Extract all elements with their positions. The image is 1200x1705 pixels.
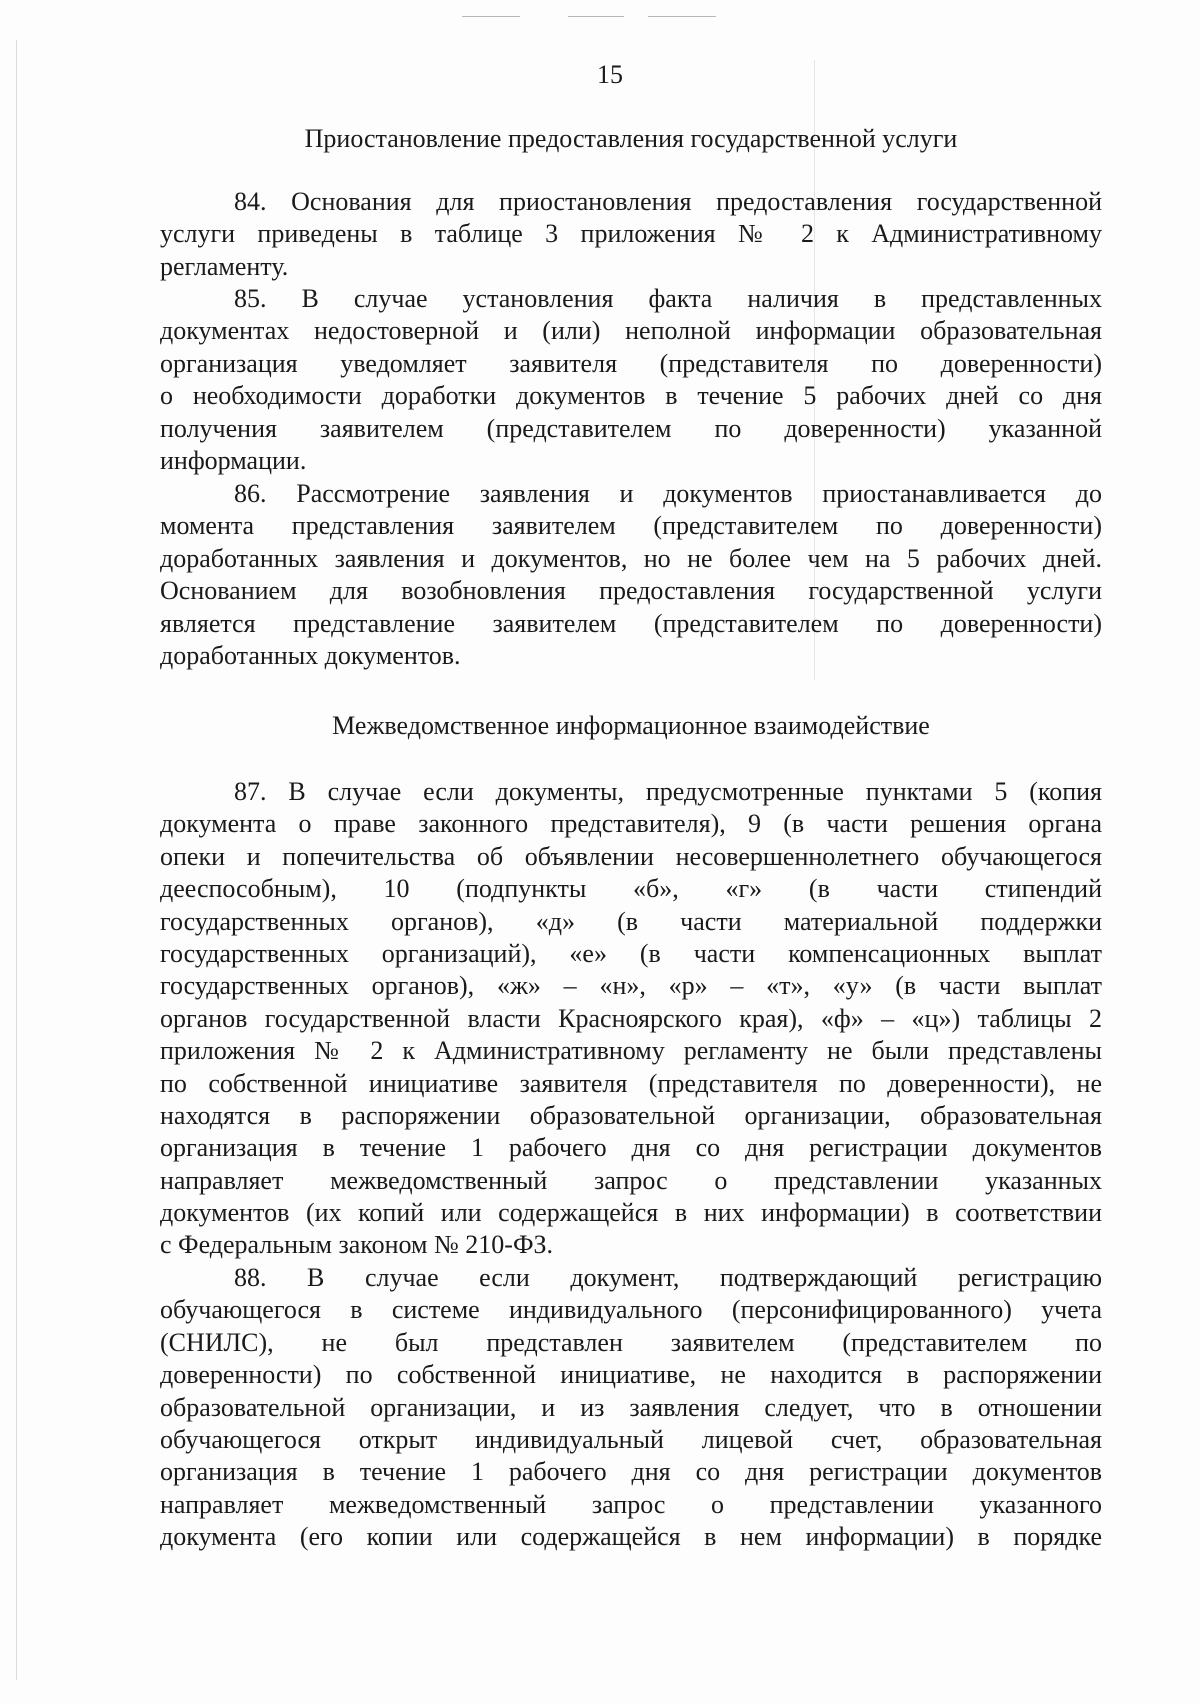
paragraph-85-line: 85. В случае установления факта наличия в представленных bbox=[234, 284, 1102, 313]
paragraph-88-line: образовательной организации, и из заявления следует, что в отношении bbox=[160, 1392, 1102, 1422]
paragraph-87-line: находятся в распоряжении образовательной организации, образовательная bbox=[160, 1100, 1102, 1130]
page-number: 15 bbox=[597, 60, 623, 89]
scan-mark-top-2 bbox=[568, 16, 624, 17]
paragraph-88-line: обучающегося в системе индивидуального (персонифицированного) учета bbox=[160, 1295, 1102, 1325]
paragraph-84-line: регламенту. bbox=[160, 251, 289, 281]
paragraph-85-line: информации. bbox=[160, 445, 307, 475]
paragraph-88-line: документа (его копии или содержащейся в нем информации) в порядке bbox=[160, 1522, 1102, 1552]
paragraph-87-line: направляет межведомственный запрос о представлении указанных bbox=[160, 1165, 1102, 1195]
paragraph-84-line: 84. Основания для приостановления предоставления государственной bbox=[234, 187, 1102, 216]
paragraph-87-line: документов (их копий или содержащейся в них информации) в соответствии bbox=[160, 1198, 1102, 1228]
paragraph-86-line: доработанных документов. bbox=[160, 640, 461, 670]
paragraph-87-line: органов государственной власти Красноярского края), «ф» – «ц») таблицы 2 bbox=[160, 1003, 1102, 1033]
paragraph-88-line: организация в течение 1 рабочего дня со дня регистрации документов bbox=[160, 1457, 1102, 1487]
paragraph-87-line: 87. В случае если документы, предусмотренные пунктами 5 (копия bbox=[234, 777, 1102, 806]
paragraph-87-line: дееспособным), 10 (подпункты «б», «г» (в части стипендий bbox=[160, 874, 1102, 904]
scan-mark-top-1 bbox=[462, 16, 520, 17]
paragraph-87-line: по собственной инициативе заявителя (представителя по доверенности), не bbox=[160, 1068, 1102, 1098]
paragraph-88-line: (СНИЛС), не был представлен заявителем (представителем по bbox=[160, 1327, 1102, 1357]
paragraph-87-line: документа о праве законного представителя), 9 (в части решения органа bbox=[160, 809, 1102, 839]
paragraph-86-line: доработанных заявления и документов, но не более чем на 5 рабочих дней. bbox=[160, 543, 1102, 573]
paragraph-88-line: направляет межведомственный запрос о представлении указанного bbox=[160, 1489, 1102, 1519]
paragraph-86-line: является представление заявителем (представителем по доверенности) bbox=[160, 608, 1102, 638]
paragraph-88 bbox=[160, 1262, 1102, 1554]
section-heading-interagency: Межведомственное информационное взаимодействие bbox=[332, 711, 930, 740]
paragraph-87-line: опеки и попечительства об объявлении несовершеннолетнего обучающегося bbox=[160, 841, 1102, 871]
paragraph-86-line: момента представления заявителем (представителем по доверенности) bbox=[160, 511, 1102, 541]
paragraph-88-line: 88. В случае если документ, подтверждающий регистрацию bbox=[234, 1263, 1102, 1292]
paragraph-85-line: о необходимости доработки документов в течение 5 рабочих дней со дня bbox=[160, 381, 1102, 411]
paragraph-87-line: приложения № 2 к Административному регламенту не были представлены bbox=[160, 1036, 1102, 1066]
paragraph-87-line: государственных органов), «д» (в части материальной поддержки bbox=[160, 906, 1102, 936]
section-heading-suspension: Приостановление предоставления государственной услуги bbox=[304, 124, 958, 153]
scan-mark-top-3 bbox=[648, 16, 716, 17]
paragraph-87 bbox=[160, 776, 1102, 1262]
paragraph-86 bbox=[160, 478, 1102, 672]
paragraph-85 bbox=[160, 283, 1102, 477]
paragraph-87-line: государственных органов), «ж» – «н», «р» – «т», «у» (в части выплат bbox=[160, 971, 1102, 1001]
paragraph-88-line: доверенности) по собственной инициативе, не находится в распоряжении bbox=[160, 1360, 1102, 1390]
paragraph-85-line: документах недостоверной и (или) неполной информации образовательная bbox=[160, 316, 1102, 346]
paragraph-88-line: обучающегося открыт индивидуальный лицевой счет, образовательная bbox=[160, 1424, 1102, 1454]
paragraph-87-line: организация в течение 1 рабочего дня со дня регистрации документов bbox=[160, 1133, 1102, 1163]
paragraph-85-line: получения заявителем (представителем по доверенности) указанной bbox=[160, 413, 1102, 443]
paragraph-87-line: с Федеральным законом № 210-ФЗ. bbox=[160, 1230, 554, 1260]
scan-mark-left-edge bbox=[16, 40, 17, 1680]
paragraph-86-line: 86. Рассмотрение заявления и документов приостанавливается до bbox=[234, 479, 1102, 508]
paragraph-84-line: услуги приведены в таблице 3 приложения № 2 к Административному bbox=[160, 219, 1102, 249]
paragraph-85-line: организация уведомляет заявителя (представителя по доверенности) bbox=[160, 348, 1102, 378]
paragraph-86-line: Основанием для возобновления предоставления государственной услуги bbox=[160, 576, 1102, 606]
paragraph-87-line: государственных организаций), «е» (в части компенсационных выплат bbox=[160, 938, 1102, 968]
paragraph-84 bbox=[160, 186, 1102, 283]
